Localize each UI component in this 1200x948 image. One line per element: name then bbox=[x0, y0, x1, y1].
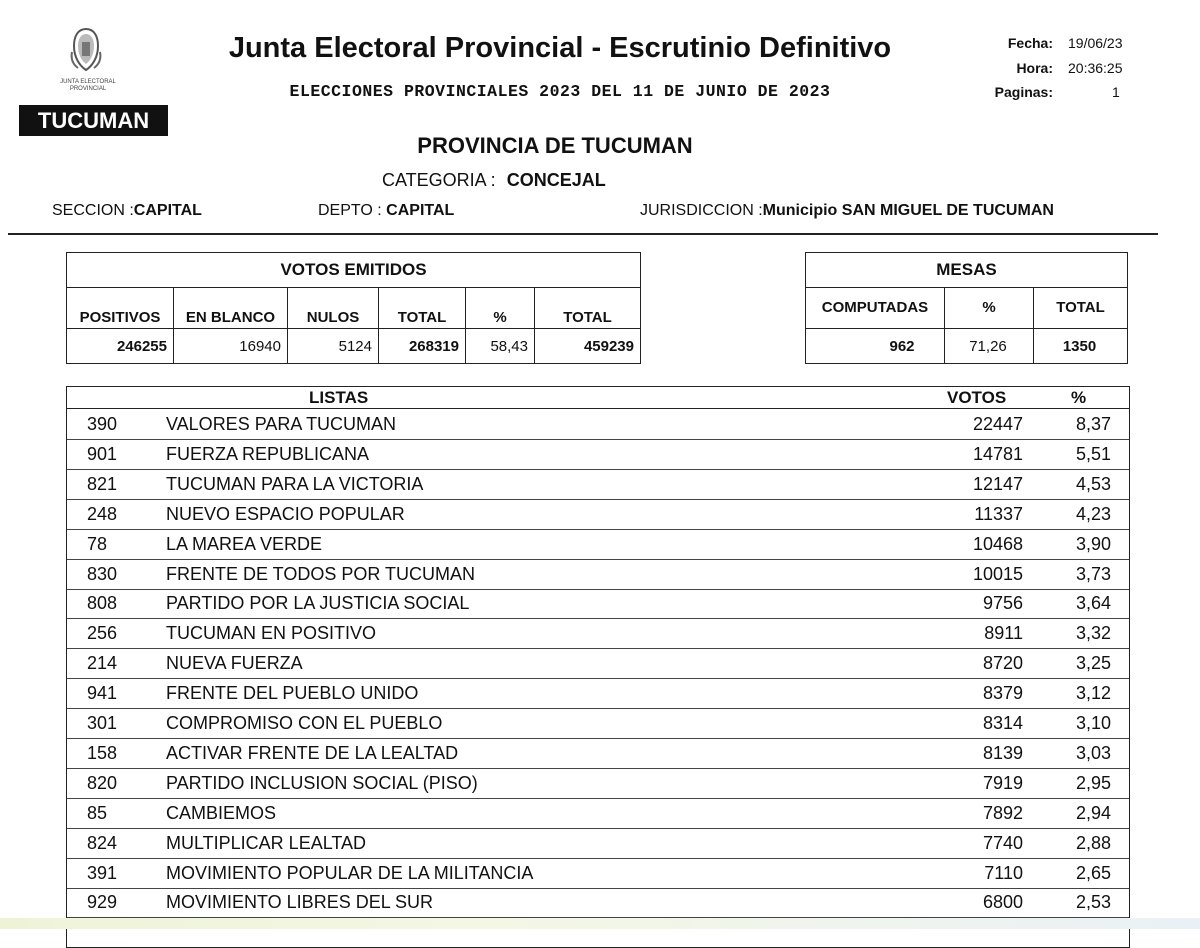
lista-votes: 7740 bbox=[982, 832, 1023, 853]
lista-percent: 3,73 bbox=[1075, 563, 1111, 584]
lista-name: VALORES PARA TUCUMAN bbox=[166, 414, 397, 434]
mesas-computadas: 962 bbox=[806, 329, 945, 364]
lista-row bbox=[67, 529, 1129, 560]
lista-percent: 2,94 bbox=[1075, 802, 1111, 823]
lista-name: MOVIMIENTO LIBRES DEL SUR bbox=[166, 892, 434, 913]
listas-header-name: LISTAS bbox=[309, 388, 369, 407]
paginas-value: 1 bbox=[1112, 84, 1120, 100]
lista-name: FRENTE DE TODOS POR TUCUMAN bbox=[166, 563, 476, 584]
votos-header-total: TOTAL bbox=[379, 288, 466, 329]
lista-number: 820 bbox=[87, 772, 118, 793]
lista-votes: 8379 bbox=[982, 683, 1023, 704]
categoria-value: CONCEJAL bbox=[506, 170, 606, 190]
mesas-percent: 71,26 bbox=[945, 329, 1034, 364]
votos-total: 268319 bbox=[379, 329, 466, 364]
jurisdiccion-label: JURISDICCION : bbox=[640, 202, 763, 219]
lista-number: 901 bbox=[87, 443, 118, 464]
votos-en-blanco: 16940 bbox=[174, 329, 288, 364]
lista-name: TUCUMAN PARA LA VICTORIA bbox=[166, 473, 424, 494]
lista-votes: 8720 bbox=[982, 653, 1023, 674]
votos-nulos: 5124 bbox=[288, 329, 379, 364]
votos-header-total-electores: TOTAL bbox=[535, 288, 641, 329]
depto-value: CAPITAL bbox=[386, 202, 455, 219]
categoria-label: CATEGORIA : bbox=[382, 170, 496, 190]
lista-number: 256 bbox=[87, 623, 118, 644]
lista-row bbox=[67, 768, 1129, 799]
lista-number: 301 bbox=[87, 713, 118, 733]
mesas-total: 1350 bbox=[1034, 329, 1128, 364]
paginas-label: Paginas: bbox=[994, 84, 1053, 100]
depto-field bbox=[318, 202, 454, 220]
lista-row bbox=[67, 618, 1129, 649]
lista-name: MULTIPLICAR LEALTAD bbox=[166, 832, 367, 853]
votos-positivos: 246255 bbox=[67, 329, 174, 364]
lista-votes: 7919 bbox=[982, 772, 1023, 793]
lista-row bbox=[67, 828, 1129, 859]
mesas-table bbox=[805, 252, 1128, 364]
lista-number: 158 bbox=[87, 742, 118, 763]
lista-votes: 10468 bbox=[972, 533, 1023, 554]
lista-name: ACTIVAR FRENTE DE LA LEALTAD bbox=[166, 742, 459, 763]
lista-number: 85 bbox=[87, 802, 108, 823]
lista-percent: 5,51 bbox=[1075, 443, 1111, 464]
lista-name: NUEVO ESPACIO POPULAR bbox=[166, 503, 405, 524]
lista-name: TUCUMAN EN POSITIVO bbox=[166, 623, 377, 644]
report-subtitle: ELECCIONES PROVINCIALES 2023 DEL 11 DE JUNIO DE 2023 bbox=[289, 82, 831, 101]
lista-votes: 22447 bbox=[972, 414, 1023, 434]
lista-votes: 10015 bbox=[972, 563, 1023, 584]
lista-row bbox=[67, 648, 1129, 679]
province-badge: TUCUMAN bbox=[19, 105, 168, 136]
lista-name: FRENTE DEL PUEBLO UNIDO bbox=[166, 683, 419, 704]
lista-name: PARTIDO INCLUSION SOCIAL (PISO) bbox=[166, 772, 478, 793]
mesas-header-computadas: COMPUTADAS bbox=[806, 288, 945, 329]
votos-header-en-blanco: EN BLANCO bbox=[174, 288, 288, 329]
lista-votes: 12147 bbox=[972, 473, 1023, 494]
lista-percent: 3,25 bbox=[1075, 653, 1111, 674]
lista-number: 214 bbox=[87, 653, 118, 674]
lista-name: CAMBIEMOS bbox=[166, 802, 277, 823]
lista-number: 941 bbox=[87, 683, 118, 704]
votos-header-nulos: NULOS bbox=[288, 288, 379, 329]
lista-votes: 6800 bbox=[982, 892, 1023, 913]
votos-header-positivos: POSITIVOS bbox=[67, 288, 174, 329]
provincial-seal-icon bbox=[66, 26, 106, 76]
lista-row bbox=[67, 409, 1129, 440]
lista-votes: 8314 bbox=[982, 713, 1023, 733]
lista-percent: 3,32 bbox=[1075, 623, 1111, 644]
listas-header-pct: % bbox=[1071, 388, 1087, 407]
lista-name: NUEVA FUERZA bbox=[166, 653, 303, 674]
lista-row bbox=[67, 798, 1129, 829]
categoria-line bbox=[382, 170, 606, 191]
lista-name: LA MAREA VERDE bbox=[166, 533, 323, 554]
lista-row bbox=[67, 678, 1129, 709]
votos-header-percent: % bbox=[466, 288, 535, 329]
report-title: Junta Electoral Provincial - Escrutinio Definitivo bbox=[228, 32, 892, 64]
lista-name: PARTIDO POR LA JUSTICIA SOCIAL bbox=[166, 593, 470, 614]
lista-number: 78 bbox=[87, 533, 108, 554]
lista-number: 390 bbox=[87, 414, 118, 434]
lista-percent: 3,12 bbox=[1075, 683, 1111, 704]
mesas-title: MESAS bbox=[806, 253, 1128, 288]
lista-row bbox=[67, 469, 1129, 500]
votos-emitidos-title: VOTOS EMITIDOS bbox=[67, 253, 641, 288]
votos-emitidos-table bbox=[66, 252, 641, 364]
mesas-header-total: TOTAL bbox=[1034, 288, 1128, 329]
lista-percent: 2,95 bbox=[1075, 772, 1111, 793]
lista-number: 830 bbox=[87, 563, 118, 584]
logo-caption: JUNTA ELECTORAL PROVINCIAL bbox=[60, 79, 116, 92]
lista-number: 808 bbox=[87, 593, 118, 614]
lista-percent: 2,53 bbox=[1075, 892, 1111, 913]
lista-percent: 3,64 bbox=[1075, 593, 1111, 614]
lista-percent: 3,03 bbox=[1075, 742, 1111, 763]
lista-percent: 8,37 bbox=[1075, 414, 1111, 434]
header-divider bbox=[8, 233, 1158, 235]
page-bottom-edge bbox=[0, 918, 1200, 929]
seccion-field bbox=[52, 202, 202, 220]
listas-header bbox=[67, 387, 1129, 409]
lista-percent: 2,88 bbox=[1075, 832, 1111, 853]
lista-row bbox=[67, 708, 1129, 739]
listas-table bbox=[66, 386, 1130, 948]
lista-percent: 3,90 bbox=[1075, 533, 1111, 554]
lista-votes: 11337 bbox=[974, 503, 1023, 524]
provincia-title: PROVINCIA DE TUCUMAN bbox=[417, 133, 693, 158]
lista-name: MOVIMIENTO POPULAR DE LA MILITANCIA bbox=[166, 862, 534, 883]
seccion-value: CAPITAL bbox=[133, 202, 202, 219]
lista-number: 929 bbox=[87, 892, 118, 913]
jurisdiccion-value: Municipio SAN MIGUEL DE TUCUMAN bbox=[762, 202, 1054, 219]
mesas-header-percent: % bbox=[945, 288, 1034, 329]
depto-label: DEPTO : bbox=[318, 202, 382, 219]
fecha-value: 19/06/23 bbox=[1068, 35, 1123, 51]
lista-row bbox=[67, 559, 1129, 590]
lista-number: 391 bbox=[87, 862, 118, 883]
lista-votes: 8911 bbox=[984, 623, 1023, 644]
lista-votes: 9756 bbox=[982, 593, 1023, 614]
lista-row bbox=[67, 887, 1129, 918]
votos-percent: 58,43 bbox=[466, 329, 535, 364]
lista-row bbox=[67, 499, 1129, 530]
lista-number: 248 bbox=[87, 503, 118, 524]
votos-total-electores: 459239 bbox=[535, 329, 641, 364]
fecha-label: Fecha: bbox=[1007, 35, 1053, 51]
hora-value: 20:36:25 bbox=[1068, 60, 1123, 76]
lista-row bbox=[67, 439, 1129, 470]
jurisdiccion-field bbox=[640, 202, 1054, 220]
lista-row bbox=[67, 738, 1129, 769]
lista-percent: 2,65 bbox=[1075, 862, 1111, 883]
hora-label: Hora: bbox=[1016, 60, 1053, 76]
lista-percent: 3,10 bbox=[1075, 713, 1111, 733]
lista-percent: 4,23 bbox=[1075, 503, 1111, 524]
lista-name: FUERZA REPUBLICANA bbox=[166, 443, 370, 464]
lista-percent: 4,53 bbox=[1075, 473, 1111, 494]
lista-name: COMPROMISO CON EL PUEBLO bbox=[166, 713, 443, 733]
lista-number: 824 bbox=[87, 832, 118, 853]
lista-votes: 7110 bbox=[984, 862, 1023, 883]
lista-row bbox=[67, 588, 1129, 619]
lista-row bbox=[67, 858, 1129, 889]
lista-votes: 7892 bbox=[982, 802, 1023, 823]
lista-votes: 14781 bbox=[972, 443, 1023, 464]
listas-header-votes: VOTOS bbox=[947, 388, 1007, 407]
seccion-label: SECCION : bbox=[52, 202, 134, 219]
lista-votes: 8139 bbox=[982, 742, 1023, 763]
lista-number: 821 bbox=[87, 473, 118, 494]
